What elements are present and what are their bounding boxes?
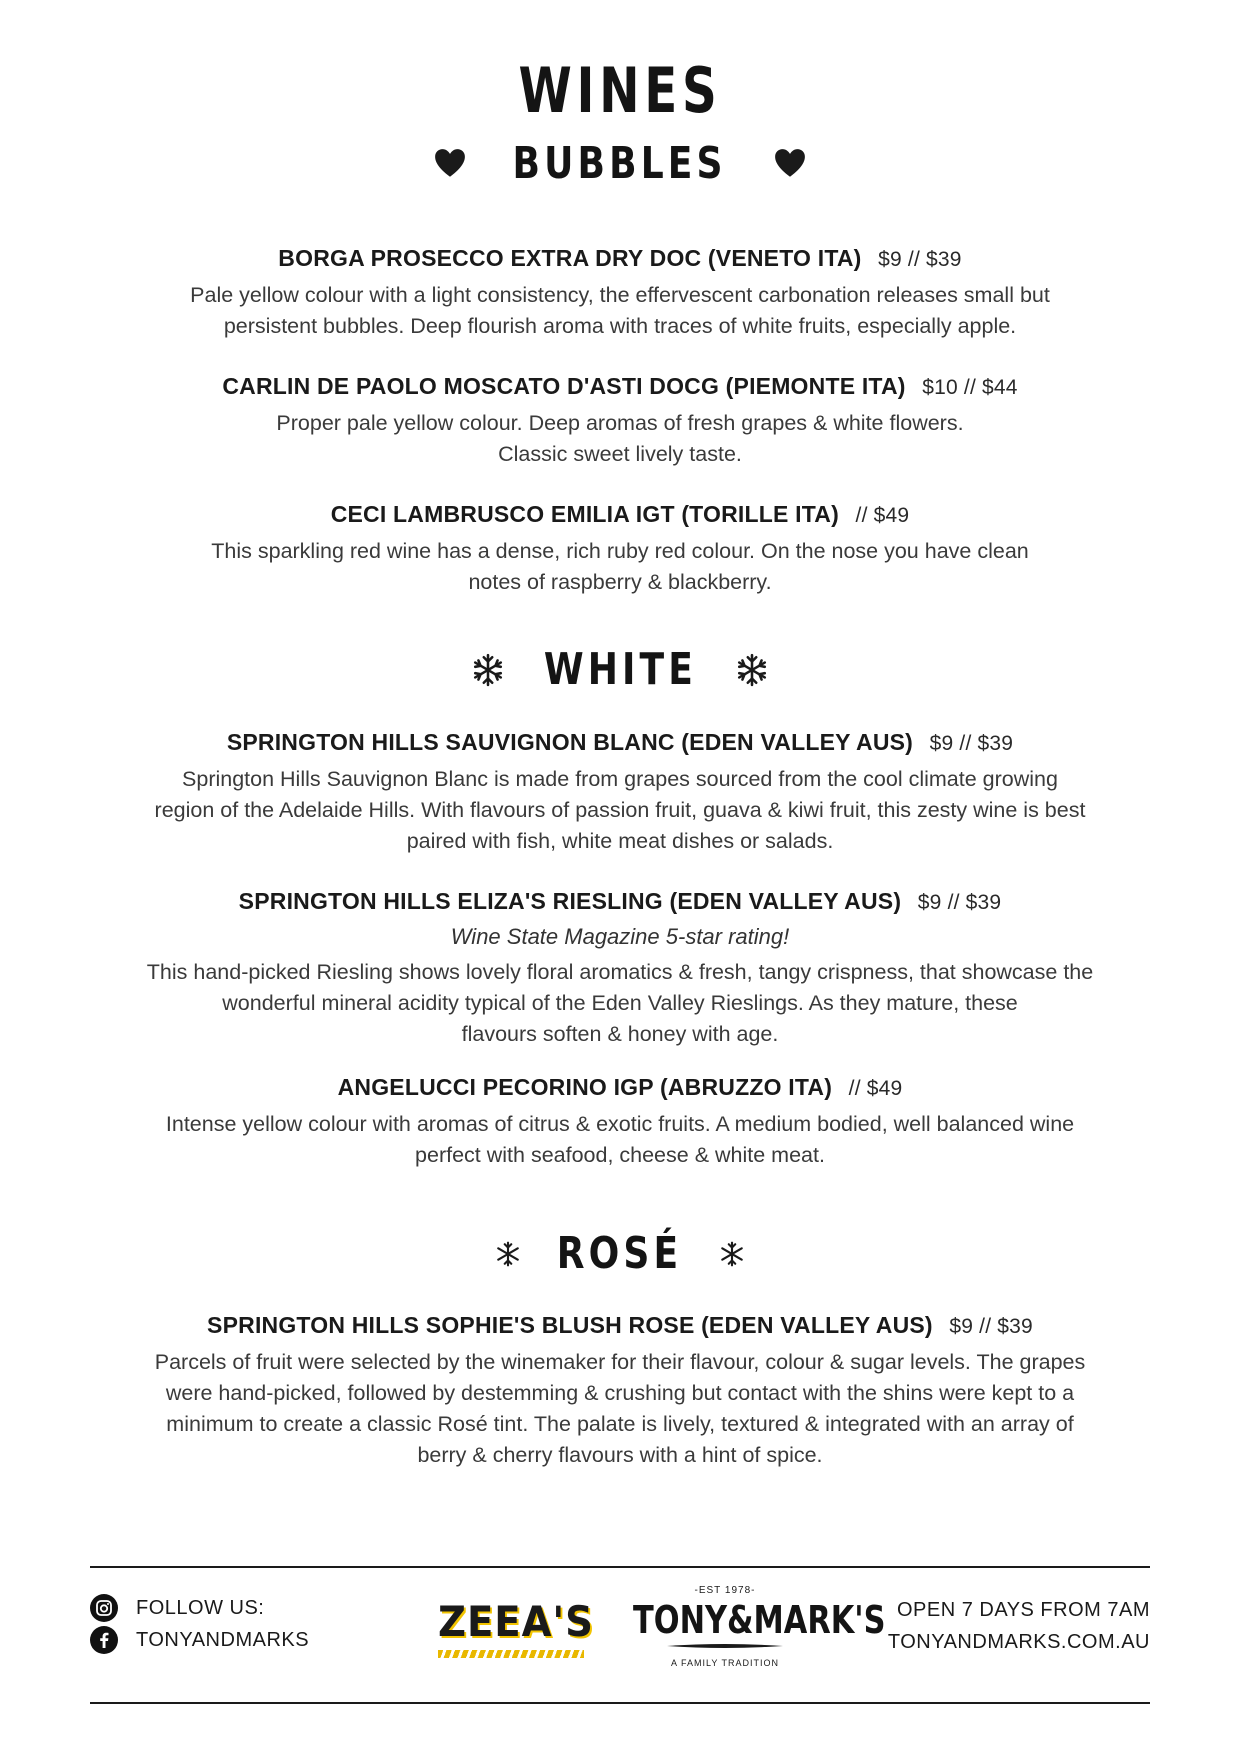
heart-icon — [433, 147, 467, 181]
zeeas-logo-stripe — [438, 1650, 584, 1658]
social-block — [90, 1592, 410, 1656]
section-title-rose: ROSÉ — [557, 1228, 683, 1279]
wine-item-springton-rose — [90, 1309, 1150, 1471]
handle-row — [90, 1624, 410, 1656]
wine-price: // $49 — [855, 504, 910, 527]
wine-price: $9 // $39 — [917, 891, 1002, 914]
tm-logo-name: TONY&MARK'S — [633, 1598, 886, 1642]
snowflake-icon — [471, 653, 505, 687]
snowflake-icon — [719, 1241, 745, 1267]
wine-name: SPRINGTON HILLS SOPHIE'S BLUSH ROSE (EDEN VALLEY AUS) — [207, 1312, 933, 1338]
section-title-bubbles: BUBBLES — [512, 138, 728, 189]
contact-block — [790, 1594, 1150, 1658]
section-header-white — [0, 640, 1240, 700]
wine-name: SPRINGTON HILLS SAUVIGNON BLANC (EDEN VALLEY AUS) — [226, 729, 914, 755]
page-title: WINES — [518, 54, 722, 127]
wine-item-springton-riesling — [90, 885, 1150, 1050]
footer-top-rule — [90, 1566, 1150, 1568]
heart-icon — [773, 147, 807, 181]
zeeas-logo — [438, 1597, 594, 1664]
wine-name: SPRINGTON HILLS ELIZA'S RIESLING (EDEN VALLEY AUS) — [238, 888, 902, 914]
wine-description: Parcels of fruit were selected by the winemaker for their flavour, colour & sugar levels. The grapes were hand-picked, followed by destemming & crushing but contact with the shins were kept to a minimum to create a classic Rosé tint. The palate is lively, textured & integrated with an array of berry & cherry flavours with a hint of spice. — [154, 1350, 1086, 1467]
snowflake-icon — [495, 1241, 521, 1267]
wine-price: $10 // $44 — [922, 376, 1018, 399]
wine-item-ceci-lambrusco — [90, 498, 1150, 598]
section-header-bubbles — [0, 134, 1240, 194]
wine-name: ANGELUCCI PECORINO IGP (ABRUZZO ITA) — [337, 1074, 833, 1100]
section-header-rose — [0, 1224, 1240, 1284]
wine-price: // $49 — [848, 1077, 903, 1100]
wine-item-springton-sauvignon — [90, 726, 1150, 857]
footer-bottom-rule — [90, 1702, 1150, 1704]
wine-description: Pale yellow colour with a light consistency, the effervescent carbonation releases small but persistent bubbles. Deep flourish aroma with traces of white fruits, especially apple. — [190, 283, 1050, 338]
wine-price: $9 // $39 — [929, 732, 1014, 755]
opening-hours: OPEN 7 DAYS FROM 7AM — [896, 1599, 1150, 1621]
wine-name: CARLIN DE PAOLO MOSCATO D'ASTI DOCG (PIEMONTE ITA) — [222, 373, 906, 399]
follow-label: FOLLOW US: — [136, 1596, 265, 1619]
wine-name: CECI LAMBRUSCO EMILIA IGT (TORILLE ITA) — [330, 501, 839, 527]
zeeas-logo-text: ZEEA'S — [438, 1597, 594, 1646]
wine-description: Intense yellow colour with aromas of citrus & exotic fruits. A medium bodied, well balanced wine perfect with seafood, cheese & white meat. — [165, 1112, 1075, 1167]
section-title-white: WHITE — [543, 644, 697, 695]
facebook-icon[interactable] — [90, 1626, 118, 1654]
wine-price: $9 // $39 — [878, 248, 962, 271]
wine-award-note: Wine State Magazine 5-star rating! — [450, 924, 790, 949]
wine-description: This hand-picked Riesling shows lovely floral aromatics & fresh, tangy crispness, that showcase the wonderful mineral acidity typical of the Eden Valley Rieslings. As they mature, these flavours soften & honey with age. — [146, 960, 1094, 1046]
website-link[interactable]: TONYANDMARKS.COM.AU — [887, 1631, 1150, 1653]
tm-logo-tagline: A FAMILY TRADITION — [670, 1658, 780, 1668]
instagram-icon[interactable] — [90, 1594, 118, 1622]
wine-name: BORGA PROSECCO EXTRA DRY DOC (VENETO ITA) — [278, 245, 862, 271]
wine-description: Springton Hills Sauvignon Blanc is made from grapes sourced from the cool climate growing region of the Adelaide Hills. With flavours of passion fruit, guava & kiwi fruit, this zesty wine is best paired with fish, white meat dishes or salads. — [154, 767, 1086, 853]
follow-row — [90, 1592, 410, 1624]
wine-price: $9 // $39 — [949, 1315, 1033, 1338]
wine-description: Proper pale yellow colour. Deep aromas of fresh grapes & white flowers. Classic sweet lively taste. — [276, 411, 964, 466]
tm-logo-est: -EST 1978- — [694, 1585, 756, 1596]
wine-item-angelucci-pecorino — [90, 1071, 1150, 1171]
wine-description: This sparkling red wine has a dense, rich ruby red colour. On the nose you have clean notes of raspberry & blackberry. — [211, 539, 1029, 594]
wine-item-borga-prosecco — [90, 242, 1150, 342]
social-handle[interactable]: TONYANDMARKS — [136, 1628, 310, 1651]
tm-logo-swoosh — [665, 1642, 785, 1650]
snowflake-icon — [735, 653, 769, 687]
wine-item-carlin-moscato — [90, 370, 1150, 470]
